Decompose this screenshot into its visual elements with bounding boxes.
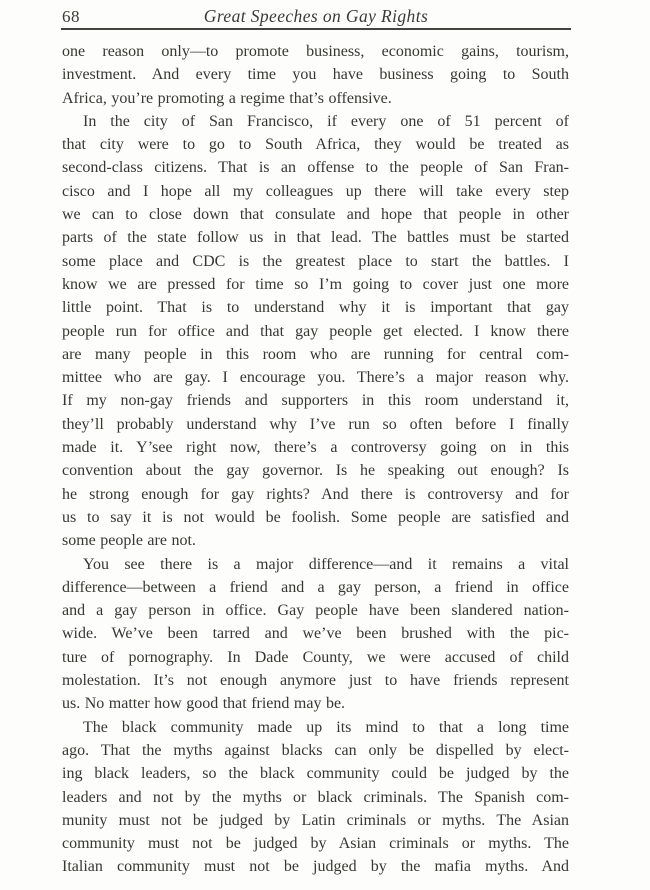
text-line: little point. That is to understand why it is important that gay	[62, 299, 569, 317]
text-line: difference—between a friend and a gay person, a friend in office	[62, 578, 569, 596]
text-line: You see there is a major difference—and it remains a vital	[83, 555, 569, 573]
text-line: Africa, you’re promoting a regime that’s offensive.	[62, 89, 392, 107]
text-line: us to say it is not would be foolish. Some people are satisfied and	[62, 508, 569, 526]
header-rule	[61, 28, 571, 30]
text-line: he strong enough for gay rights? And there is controversy and for	[62, 485, 569, 503]
text-line: investment. And every time you have business going to South	[62, 66, 569, 84]
text-line: In the city of San Francisco, if every one of 51 percent of	[83, 112, 569, 130]
text-line: they’ll probably understand why I’ve run so often before I finally	[62, 415, 569, 433]
text-line: wide. We’ve been tarred and we’ve been brushed with the pic-	[62, 625, 569, 643]
text-line: molestation. It’s not enough anymore just to have friends represent	[62, 672, 569, 690]
text-line: ago. That the myths against blacks can only be dispelled by elect-	[62, 741, 569, 759]
text-line: If my non-gay friends and supporters in this room understand it,	[62, 392, 569, 410]
text-line: people run for office and that gay people get elected. I know there	[62, 322, 569, 340]
text-line: Italian community must not be judged by the mafia myths. And	[62, 858, 569, 876]
running-title: Great Speeches on Gay Rights	[203, 6, 429, 26]
text-line: one reason only—to promote business, economic gains, tourism,	[62, 43, 569, 60]
text-line: mittee who are gay. I encourage you. There’s a major reason why.	[62, 369, 569, 387]
text-line: we can to close down that consulate and hope that people in other	[62, 206, 569, 224]
text-line: ture of pornography. In Dade County, we were accused of child	[62, 648, 569, 666]
text-line: leaders and not by the myths or black criminals. The Spanish com-	[62, 788, 569, 806]
text-line: us. No matter how good that friend may be.	[62, 695, 346, 713]
page-number: 68	[62, 7, 80, 26]
text-line: cisco and I hope all my colleagues up there will take every step	[62, 182, 569, 200]
text-line: The black community made up its mind to that a long time	[83, 718, 569, 736]
text-line: some people are not.	[62, 532, 196, 550]
text-line: ing black leaders, so the black community could be judged by the	[62, 765, 569, 783]
text-line: parts of the state follow us in that lead. The battles must be started	[62, 229, 569, 247]
text-line: second-class citizens. That is an offense to the people of San Fran-	[62, 159, 569, 177]
page-header	[62, 5, 570, 29]
text-line: that city were to go to South Africa, they would be treated as	[62, 136, 569, 154]
text-line: some place and CDC is the greatest place to start the battles. I	[62, 252, 569, 270]
text-line: are many people in this room who are running for central com-	[62, 345, 569, 363]
text-line: munity must not be judged by Latin criminals or myths. The Asian	[62, 811, 569, 829]
text-line: convention about the gay governor. Is he speaking out enough? Is	[62, 462, 569, 480]
text-line: and a gay person in office. Gay people have been slandered nation-	[62, 602, 569, 620]
text-line: community must not be judged by Asian criminals or myths. The	[62, 835, 569, 853]
text-line: made it. Y’see right now, there’s a controversy going on in this	[62, 439, 569, 457]
text-line: know we are pressed for time so I’m going to cover just one more	[62, 275, 569, 293]
body-text	[62, 40, 569, 879]
